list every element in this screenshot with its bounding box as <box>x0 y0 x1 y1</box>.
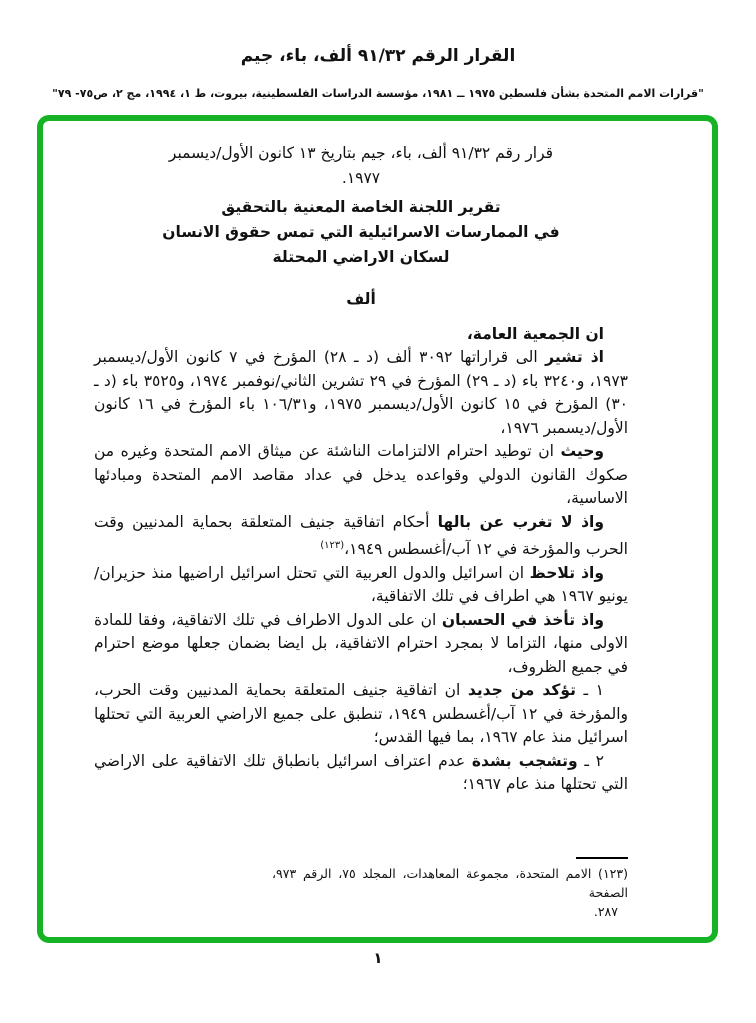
footnote-block <box>272 857 628 921</box>
paragraph-4-text: ان اسرائيل والدول العربية التي تحتل اسرائيل اراضيها منذ حزيران/يونيو ١٩٦٧ هي اطراف في تلك الاتفاقية، <box>94 563 628 605</box>
page-title: القرار الرقم ٩١/٣٢ ألف، باء، جيم <box>240 46 516 66</box>
paragraph-1 <box>94 346 628 440</box>
report-heading-line1: تقرير اللجنة الخاصة المعنية بالتحقيق <box>221 198 501 216</box>
operative-paragraph-2 <box>94 750 628 797</box>
report-heading-line2: في الممارسات الاسرائيلية التي تمس حقوق الانسان <box>162 223 560 241</box>
document-frame <box>37 115 718 943</box>
operative-paragraph-2-lead: وتشجب بشدة <box>471 751 578 770</box>
paragraph-5-text: ان على الدول الاطراف في تلك الاتفاقية، وفقا للمادة الاولى منها، التزاما لا بمجرد احترام الاتفاقية، بل ايضا بضمان جعلها موضع احترام في جميع الظروف، <box>94 610 628 676</box>
operative-paragraph-2-number: ٢ ـ <box>577 751 604 770</box>
footnote-reference-123: (١٢٣) <box>320 540 345 551</box>
report-heading-line3: لسكان الاراضي المحتلة <box>272 248 450 266</box>
paragraph-1-text: الى قراراتها ٣٠٩٢ ألف (د ـ ٢٨) المؤرخ في ٧ كانون الأول/ديسمبر ١٩٧٣، و٣٢٤٠ باء (د ـ ٢٩) المؤرخ في ٢٩ تشرين الثاني/نوفمبر ١٩٧٤، و٣٥٢٥ باء (د ـ ٣٠) المؤرخ في ١٥ كانون الأول/ديسمبر ١٩٧٥، و١٠٦/٣١ باء المؤرخ في ١٦ كانون الأول/ديسمبر ١٩٧٦، <box>94 348 628 437</box>
resolution-intro-line2: ١٩٧٧. <box>341 169 381 187</box>
section-label-alif: ألف <box>346 290 376 308</box>
document-body <box>94 141 628 797</box>
operative-paragraph-1-text: ان اتفاقية جنيف المتعلقة بحماية المدنيين وقت الحرب، والمؤرخة في ١٢ آب/أغسطس ١٩٤٩، تنطبق على جميع الاراضي العربية التي تحتلها اسرائيل منذ عام ١٩٦٧، بما فيها القدس؛ <box>94 681 628 746</box>
operative-paragraph-1-number: ١ ـ <box>575 681 604 699</box>
resolution-intro-line1: قرار رقم ٩١/٣٢ ألف، باء، جيم بتاريخ ١٣ كانون الأول/ديسمبر <box>168 144 554 162</box>
paragraph-2-text: ان توطيد احترام الالتزامات الناشئة عن ميثاق الامم المتحدة وغيره من صكوك القانون الدولي وقواعده يدخل في عداد مقاصد الامم المتحدة ومبادئها الاساسية، <box>94 442 628 507</box>
paragraph-3-lead: واذ لا تغرب عن بالها <box>437 512 604 531</box>
source-citation: "قرارات الامم المتحدة بشأن فلسطين ١٩٧٥ ــ ١٩٨١، مؤسسة الدراسات الفلسطينية، بيروت، ط ١، ١٩٩٤، مج ٢، ص٧٥- ٧٩" <box>52 87 704 100</box>
footnote-text-line1: (١٢٣) الامم المتحدة، مجموعة المعاهدات، المجلد ٧٥، الرقم ٩٧٣، الصفحة <box>272 866 628 900</box>
page-number: ١ <box>373 949 383 967</box>
footnote-text-line2: ٢٨٧. <box>593 904 618 919</box>
resolution-intro <box>94 141 628 191</box>
paragraph-4 <box>94 562 628 609</box>
paragraph-5-lead: واذ تأخذ في الحسبان <box>441 610 604 629</box>
operative-paragraph-1 <box>94 679 628 750</box>
operative-paragraph-1-lead: تؤكد من جديد <box>467 681 576 699</box>
paragraph-2-lead: وحيث <box>560 442 604 460</box>
footnote-separator <box>576 857 628 859</box>
paragraph-3 <box>94 511 628 562</box>
salutation: ان الجمعية العامة، <box>466 325 604 343</box>
paragraph-1-lead: اذ تشير <box>545 348 604 366</box>
paragraph-5 <box>94 609 628 680</box>
operative-paragraph-2-text: عدم اعتراف اسرائيل بانطباق تلك الاتفاقية على الاراضي التي تحتلها منذ عام ١٩٦٧؛ <box>94 751 628 793</box>
paragraph-3-text: أحكام اتفاقية جنيف المتعلقة بحماية المدنيين وقت الحرب والمؤرخة في ١٢ آب/أغسطس ١٩٤٩، <box>94 512 628 558</box>
paragraph-2 <box>94 440 628 511</box>
paragraph-4-lead: واذ تلاحظ <box>529 563 605 582</box>
